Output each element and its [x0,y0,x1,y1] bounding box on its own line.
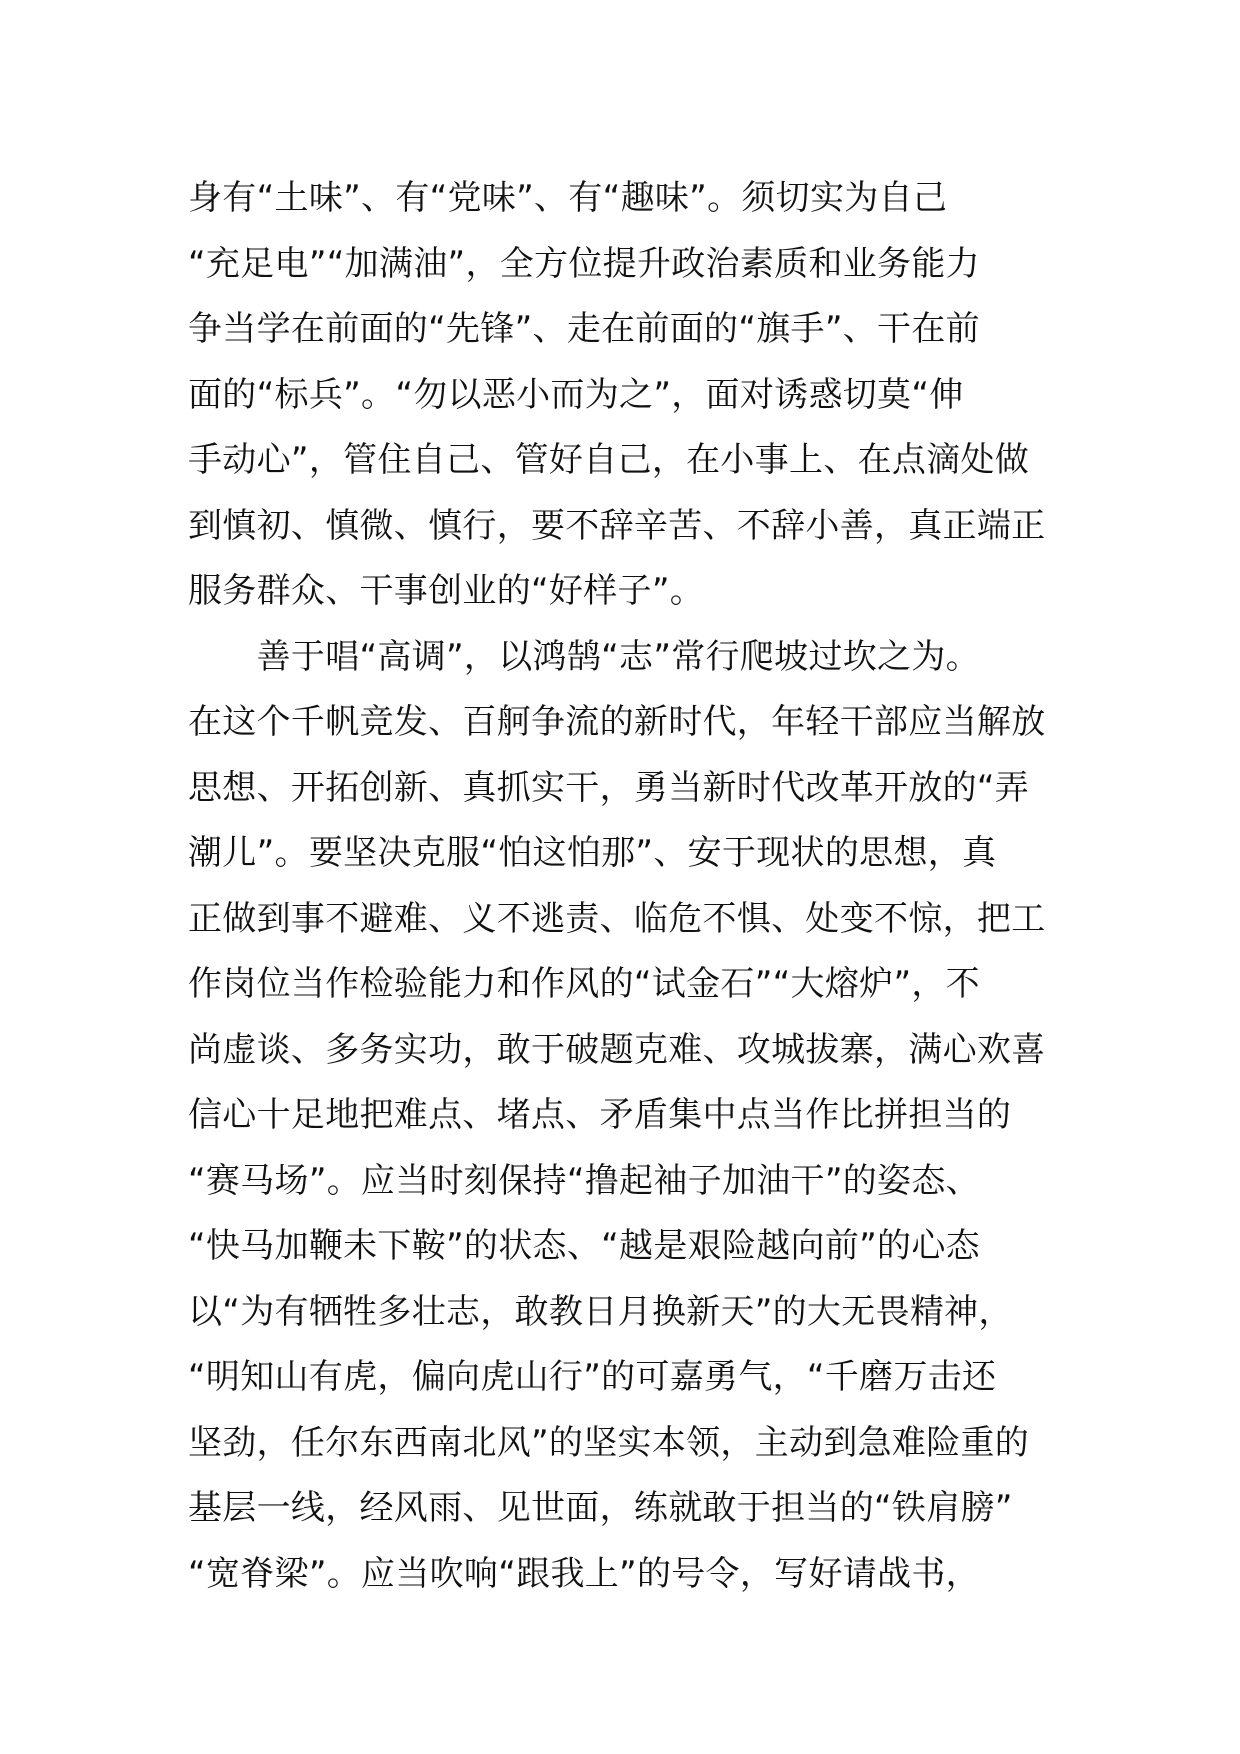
text-line: “赛马场”。应当时刻保持“撸起袖子加油干”的姿态、 [188,1160,980,1201]
text-line: 正做到事不避难、义不逃责、临危不惧、处变不惊，把工 [188,898,1046,939]
body-text [188,166,1068,1607]
text-line: 潮儿”。要坚决克服“怕这怕那”、安于现状的思想，真 [188,833,997,873]
text-line: 身有“土味”、有“党味”、有“趣味”。须切实为自己 [188,178,948,218]
text-line: 思想、开拓创新、真抓实干，勇当新时代改革开放的“弄 [188,767,1030,808]
text-line: “快马加鞭未下鞍”的状态、“越是艰险越向前”的心态 [188,1226,980,1266]
text-line: 尚虚谈、多务实功，敢于破题克难、攻城拔寨，满心欢喜 [188,1029,1046,1070]
text-line: 争当学在前面的“先锋”、走在前面的“旗手”、干在前 [188,309,980,349]
text-line: 基层一线，经风雨、见世面，练就敢于担当的“铁肩膀” [188,1488,1013,1528]
text-line: 在这个千帆竞发、百舸争流的新时代，年轻干部应当解放 [188,702,1046,742]
text-line: 坚劲，任尔东西南北风”的坚实本领，主动到急难险重的 [188,1422,1030,1463]
text-line: “充足电”“加满油”，全方位提升政治素质和业务能力 [188,243,980,284]
text-line: “宽脊梁”。应当吹响“跟我上”的号令，写好请战书， [188,1553,980,1594]
text-line: 服务群众、干事创业的“好样子”。 [188,571,705,611]
text-line: “明知山有虎，偏向虎山行”的可嘉勇气，“千磨万击还 [188,1357,997,1397]
paragraph-start-line: 善于唱“高调”，以鸿鹄“志”常行爬坡过坎之为。 [188,636,980,677]
text-line: 信心十足地把难点、堵点、矛盾集中点当作比拼担当的 [188,1095,1012,1135]
text-line: 作岗位当作检验能力和作风的“试金石”“大熔炉”，不 [188,964,980,1004]
text-line: 以“为有牺牲多壮志，敢教日月换新天”的大无畏精神， [188,1291,1013,1332]
text-line: 到慎初、慎微、慎行，要不辞辛苦、不辞小善，真正端正 [188,505,1046,546]
text-line: 手动心”，管住自己、管好自己，在小事上、在点滴处做 [188,440,1030,480]
text-line: 面的“标兵”。“勿以恶小而为之”，面对诱惑切莫“伸 [188,374,964,415]
